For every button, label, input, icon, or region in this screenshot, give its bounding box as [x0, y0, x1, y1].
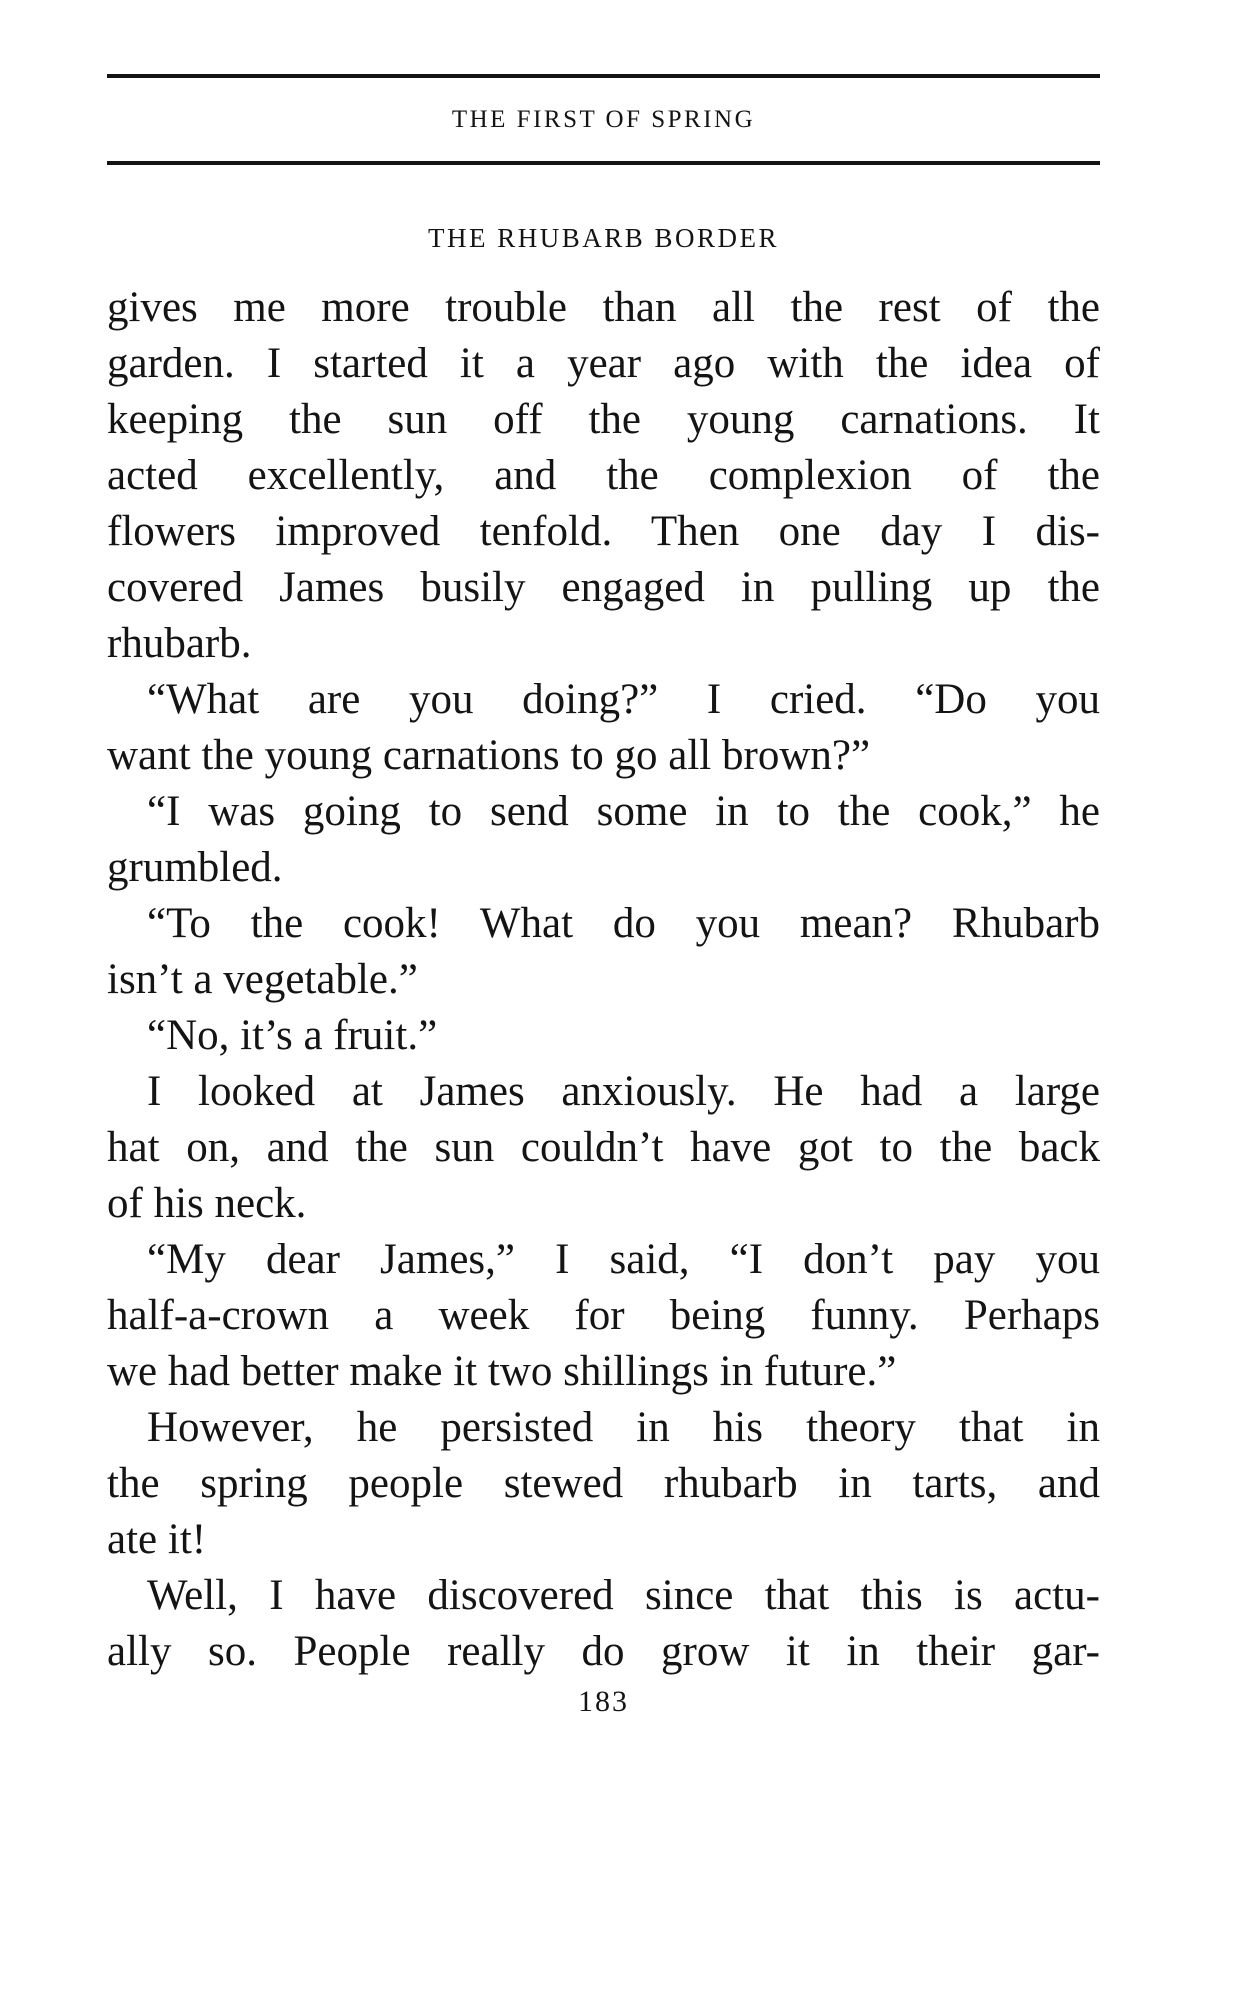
text-line: I looked at James anxiously. He had a large [147, 1068, 1100, 1115]
text-line: garden. I started it a year ago with the idea of [107, 340, 1100, 387]
text-line: half-a-crown a week for being funny. Perhaps [107, 1292, 1100, 1339]
text-line: the spring people stewed rhubarb in tarts, and [107, 1460, 1100, 1507]
text-line: keeping the sun off the young carnations. It [107, 396, 1100, 443]
text-line: “No, it’s a fruit.” [147, 1012, 438, 1059]
text-line: hat on, and the sun couldn’t have got to the back [107, 1124, 1100, 1171]
running-head: THE FIRST OF SPRING [451, 106, 756, 133]
text-line: want the young carnations to go all brown?” [107, 732, 871, 779]
section-heading: THE RHUBARB BORDER [427, 223, 780, 253]
text-line: “I was going to send some in to the cook,” he [147, 788, 1100, 835]
text-line: gives me more trouble than all the rest of the [107, 284, 1100, 331]
text-line: “To the cook! What do you mean? Rhubarb [147, 900, 1100, 947]
text-line: Well, I have discovered since that this is actu- [147, 1572, 1100, 1619]
text-line: we had better make it two shillings in future.” [107, 1348, 897, 1395]
text-line: covered James busily engaged in pulling up the [107, 564, 1100, 611]
book-page [107, 74, 1100, 1720]
text-line: ally so. People really do grow it in their gar- [107, 1628, 1100, 1675]
text-line: “What are you doing?” I cried. “Do you [147, 676, 1100, 723]
text-line: However, he persisted in his theory that in [147, 1404, 1100, 1451]
text-line: isn’t a vegetable.” [107, 956, 418, 1003]
body-text [107, 280, 1100, 1680]
page-number: 183 [578, 1685, 629, 1718]
text-line: rhubarb. [107, 620, 252, 667]
text-line: “My dear James,” I said, “I don’t pay you [147, 1236, 1100, 1283]
text-line: ate it! [107, 1516, 207, 1563]
text-line: grumbled. [107, 844, 283, 891]
text-line: of his neck. [107, 1180, 307, 1227]
text-line: flowers improved tenfold. Then one day I dis- [107, 508, 1100, 555]
text-line: acted excellently, and the complexion of the [107, 452, 1100, 499]
bottom-rule [107, 161, 1100, 165]
